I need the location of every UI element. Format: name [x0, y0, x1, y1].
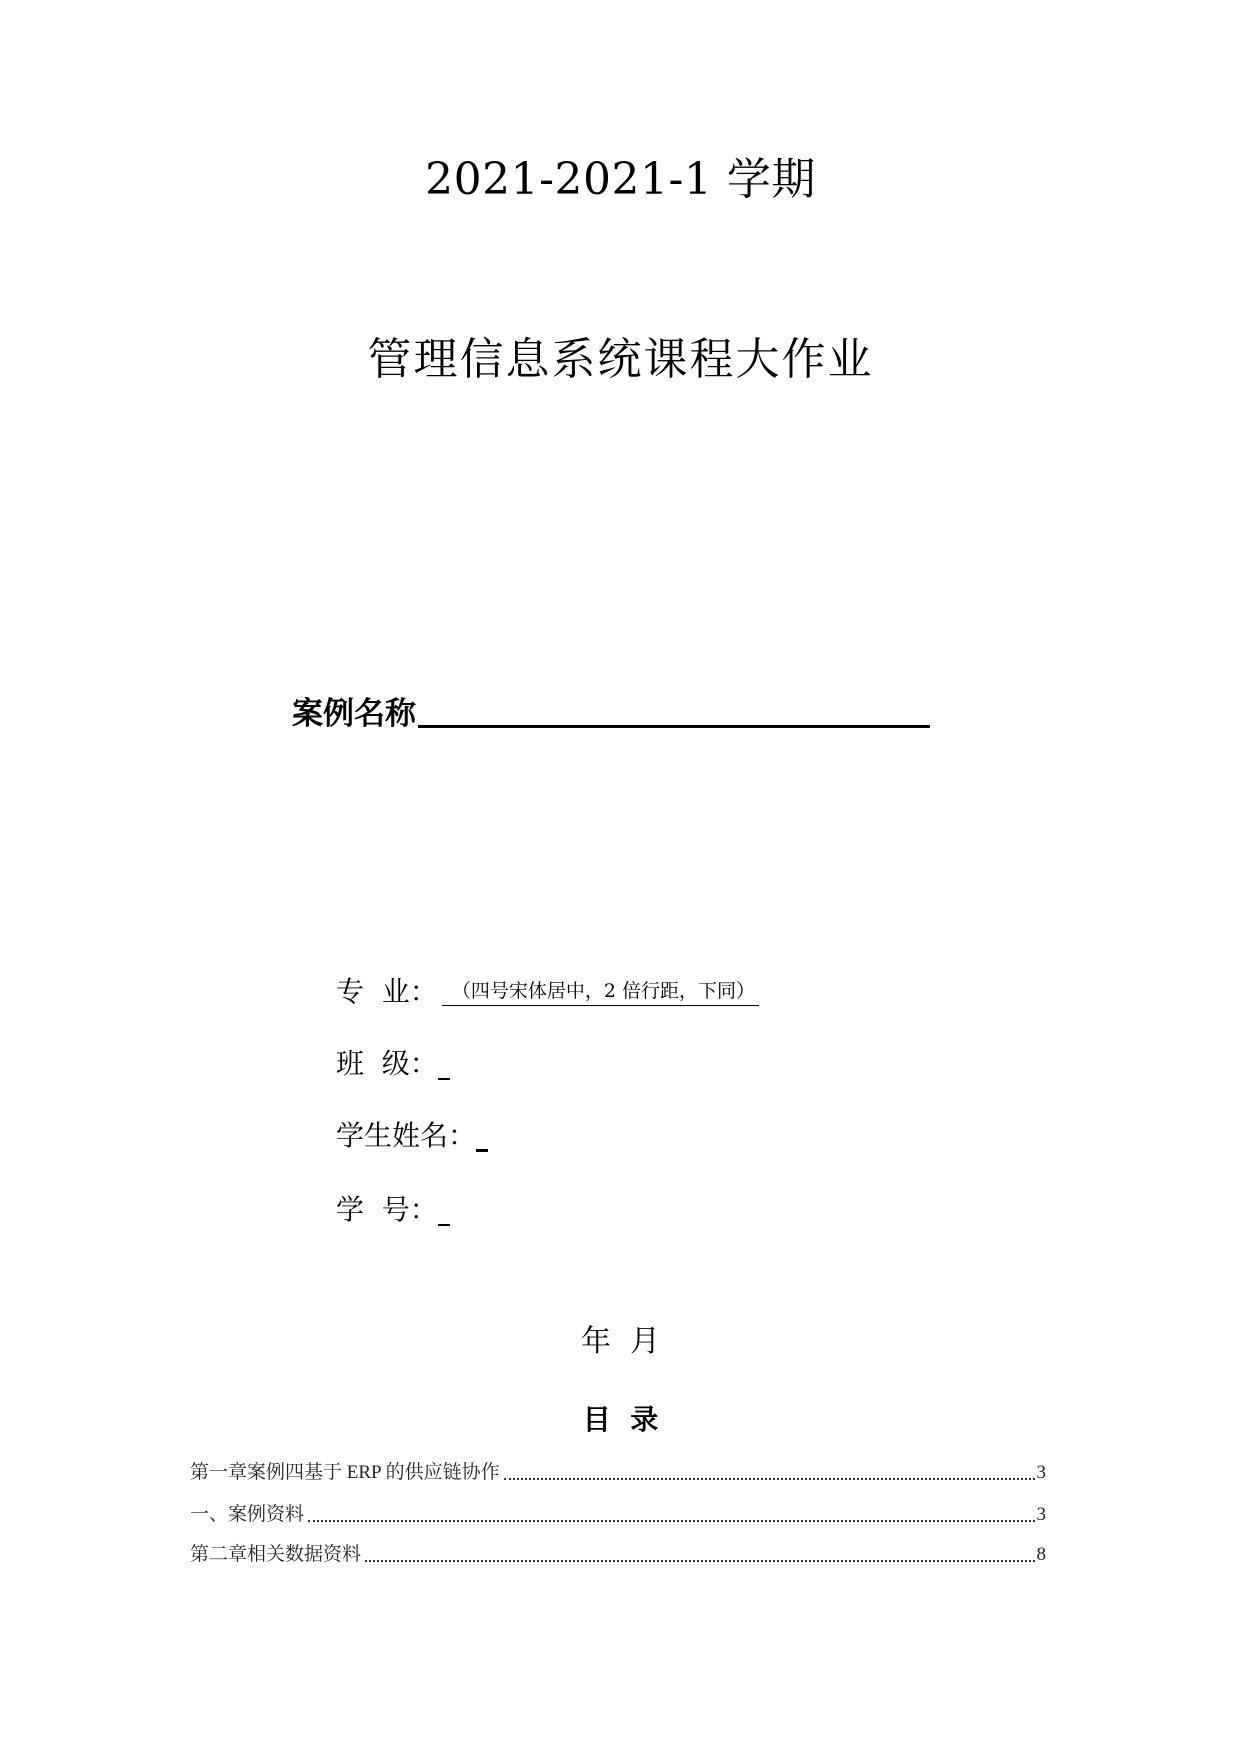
- class-blank-line: [438, 1046, 450, 1080]
- case-name-blank-line: [418, 725, 930, 728]
- toc-item[interactable]: [190, 1500, 1046, 1528]
- student-name-label: 学生姓名：: [336, 1119, 477, 1152]
- semester-title: 2021-2021-1 学期: [425, 154, 816, 205]
- toc-item-text: 一、案例资料: [190, 1504, 305, 1525]
- toc-leader-dots: [365, 1560, 1034, 1562]
- student-id-label: 学 号：: [336, 1193, 438, 1226]
- toc-item[interactable]: [190, 1458, 1046, 1486]
- toc-item-page: 3: [1036, 1504, 1046, 1525]
- case-name-label: 案例名称: [292, 696, 416, 732]
- toc-item-text: 第二章相关数据资料: [190, 1544, 362, 1565]
- student-name-field: [336, 1116, 488, 1156]
- major-format-note: （四号宋体居中，2 倍行距，下同）: [442, 977, 759, 1006]
- case-name-field: [292, 690, 930, 734]
- toc-item[interactable]: [190, 1540, 1046, 1568]
- student-id-blank-line: [438, 1192, 450, 1226]
- student-id-field: [336, 1190, 450, 1230]
- toc-leader-dots: [308, 1520, 1034, 1522]
- major-field: [336, 972, 759, 1012]
- class-field: [336, 1044, 450, 1084]
- student-name-blank-line: [476, 1117, 488, 1152]
- toc-item-page: 3: [1036, 1462, 1046, 1483]
- class-label: 班 级：: [336, 1047, 438, 1080]
- toc-item-text: 第一章案例四基于 ERP 的供应链协作: [190, 1462, 500, 1483]
- toc-title: 目 录: [582, 1403, 659, 1436]
- toc-leader-dots: [504, 1478, 1035, 1480]
- major-label: 专 业：: [336, 975, 438, 1008]
- toc-item-page: 8: [1036, 1544, 1046, 1565]
- date-line: 年 月: [580, 1324, 661, 1359]
- course-title: 管理信息系统课程大作业: [367, 334, 874, 385]
